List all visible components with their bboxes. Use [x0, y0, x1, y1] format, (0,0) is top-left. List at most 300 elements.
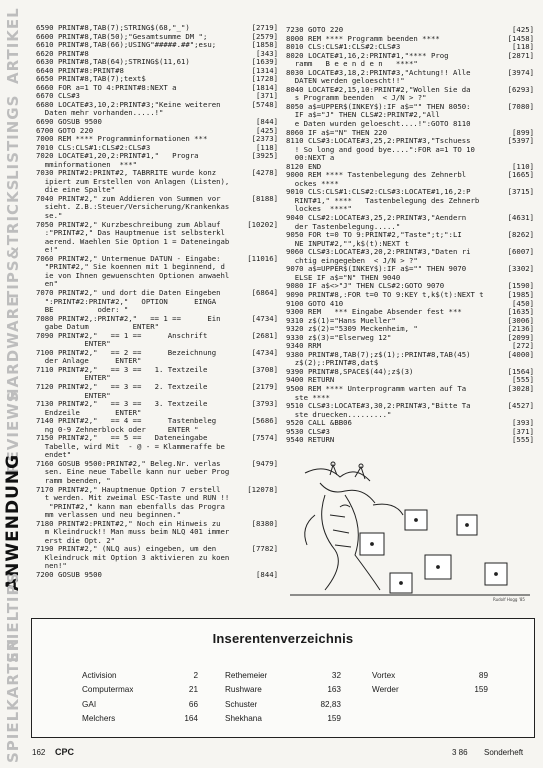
- listing-code: 7060 PRINT#2," Untermenue DATUN - Eingabe:: [36, 254, 221, 263]
- listing-code: 7000 REM **** Programminformationen ***: [36, 135, 208, 144]
- listing-line: [36, 486, 278, 495]
- listing-checksum: [5686]: [251, 417, 278, 426]
- listing-code: e Daten wurden geloescht....!":GOTO 8110: [286, 120, 471, 129]
- listing-code: 7190 PRINT#2," (NLQ aus) eingeben, um den: [36, 545, 217, 554]
- listing-line: [286, 419, 534, 428]
- listing-line: [36, 212, 278, 221]
- listing-line: [36, 118, 278, 127]
- listing-code: chtig eingegeben < J/N > ?": [286, 256, 418, 265]
- listing-code: ENTER": [36, 391, 111, 400]
- listing-code: 6650 PRINT#8,TAB(7);text$: [36, 75, 146, 84]
- listing-code: "PRINT#2," Sie koennen mit 1 beginnend, d: [36, 263, 225, 272]
- listing-code: ENTER": [36, 340, 111, 349]
- listing-checksum: [1314]: [251, 66, 278, 75]
- listing-code: 7120 PRINT#2," == 3 == 2. Textzeile: [36, 382, 208, 391]
- listing-checksum: [1985]: [507, 290, 534, 299]
- listing-code: 9390 PRINT#8,SPACE$(44);z$(3): [286, 367, 414, 376]
- listing-line: [36, 255, 278, 264]
- listing-code: Daten mehr vorhanden.....!": [36, 109, 164, 118]
- listing-code: mminformationen ***": [36, 160, 138, 169]
- listing-line: [36, 24, 278, 33]
- listing-line: [286, 43, 534, 52]
- listing-line: [286, 171, 534, 180]
- listing-checksum: [3715]: [507, 188, 534, 197]
- listing-line: [286, 351, 534, 360]
- listing-code: 9090 PRINT#8,:FOR t=0 TO 9:KEY t,k$(t):NEXT t: [286, 290, 484, 299]
- advertiser-page: 82,83: [320, 699, 341, 709]
- listing-line: [36, 101, 278, 110]
- listing-code: :"PRINT#2," Das Hauptmenue ist selbsterkl: [36, 229, 225, 238]
- listing-code: 7110 PRINT#2," == 3 == 1. Textzeile: [36, 365, 208, 374]
- listing-code: 6620 PRINT#8: [36, 49, 89, 58]
- listing-code: 8000 REM **** Programm beenden ****: [286, 34, 440, 43]
- listing-checksum: [7574]: [251, 434, 278, 443]
- advertiser-entry: [82, 669, 198, 683]
- listing-code: Kleindruck mit Option 3 aktivieren zu koen: [36, 553, 230, 562]
- listing-line: [36, 315, 278, 324]
- sidebar-word-reviews: REVIEWS: [4, 390, 22, 474]
- listing-line: [286, 35, 534, 44]
- listing-code: 9540 RETURN: [286, 436, 335, 445]
- listing-checksum: [2373]: [251, 135, 278, 144]
- listing-line: [286, 291, 534, 300]
- listing-checksum: [899]: [512, 128, 534, 137]
- listing-code: Endzeile ENTER": [36, 408, 142, 417]
- listing-line: [36, 84, 278, 93]
- listing-code: der Anlage ENTER": [36, 357, 142, 366]
- listing-line: [286, 240, 534, 249]
- listing-checksum: [3925]: [251, 152, 278, 161]
- advertiser-entry: [225, 712, 341, 726]
- sidebar-word-listings: LISTINGS: [4, 94, 22, 180]
- listing-code: e!": [36, 246, 58, 255]
- listing-line: [36, 92, 278, 101]
- listing-checksum: [9479]: [251, 459, 278, 468]
- listing-line: [286, 282, 534, 291]
- listing-checksum: [272]: [512, 342, 534, 351]
- listing-line: [36, 161, 278, 170]
- listing-checksum: [1458]: [507, 34, 534, 43]
- listing-code: t werden. Mit zweimal ESC-Taste und RUN !!: [36, 494, 230, 503]
- listing-code: 00:NEXT a: [286, 154, 335, 163]
- listing-code: 7140 PRINT#2," == 4 == Tastenbeleg: [36, 417, 217, 426]
- listing-code: 9050 FOR t=0 TO 9:PRINT#2,"Taste";t;":LI: [286, 231, 462, 240]
- listing-checksum: [2136]: [507, 325, 534, 334]
- listing-checksum: [5397]: [507, 137, 534, 146]
- listing-line: [36, 263, 278, 272]
- listing-code: 7010 CLS:CLS#1:CLS#2:CLS#3: [36, 143, 151, 152]
- page-number: 162: [32, 748, 46, 757]
- listing-line: [36, 528, 278, 537]
- listing-code: 6610 PRINT#8,TAB(66);USING"#####.##";esu;: [36, 41, 217, 50]
- listing-line: [36, 545, 278, 554]
- listing-code: ste ****: [286, 393, 330, 402]
- listing-checksum: [6293]: [507, 85, 534, 94]
- listing-checksum: [555]: [512, 436, 534, 445]
- listing-line: [36, 186, 278, 195]
- listing-code: DATEN werden geloescht!!": [286, 77, 405, 86]
- listing-checksum: [4734]: [251, 348, 278, 357]
- listing-code: IF a$="J" THEN CLS#2:PRINT#2,"All: [286, 111, 440, 120]
- listing-checksum: [425]: [256, 126, 278, 135]
- listing-checksum: [2579]: [251, 32, 278, 41]
- listing-checksum: [1590]: [507, 282, 534, 291]
- listing-checksum: [8262]: [507, 231, 534, 240]
- advertiser-name: Activision: [82, 671, 117, 680]
- listing-line: [36, 238, 278, 247]
- listing-line: [36, 426, 278, 435]
- listing-line: [286, 26, 534, 35]
- listing-line: [286, 69, 534, 78]
- listing-checksum: [3028]: [507, 384, 534, 393]
- listing-code: die eine Spalte": [36, 186, 116, 195]
- listing-line: [286, 154, 534, 163]
- listing-line: [286, 94, 534, 103]
- listing-line: [286, 52, 534, 61]
- listing-line: [36, 229, 278, 238]
- listing-checksum: [393]: [512, 419, 534, 428]
- advertiser-name: Vortex: [372, 671, 396, 680]
- listing-checksum: [110]: [512, 162, 534, 171]
- listing-code: 6630 PRINT#8,TAB(64);STRING$(11,61): [36, 58, 190, 67]
- jester-illustration: [285, 455, 535, 605]
- listing-line: [286, 334, 534, 343]
- listing-code: der Tastenbelegung.....": [286, 222, 401, 231]
- listing-checksum: [2871]: [507, 51, 534, 60]
- sidebar-word-spieltips: SPIELTIPS: [4, 571, 22, 663]
- listing-line: [36, 366, 278, 375]
- listing-code: 9000 REM **** Tastenbelegung des Zehnerbl: [286, 171, 467, 180]
- listing-line: [286, 248, 534, 257]
- listing-checksum: [8188]: [251, 194, 278, 203]
- listing-code: erst die Opt. 2": [36, 536, 116, 545]
- listing-line: [36, 298, 278, 307]
- listing-line: [286, 359, 534, 368]
- listing-code: 9080 IF a$<>"J" THEN CLS#2:GOTO 9070: [286, 282, 445, 291]
- listing-line: [286, 197, 534, 206]
- listing-code: 7050 PRINT#2," Kurzbeschreibung zum Ablauf: [36, 220, 221, 229]
- listing-checksum: [844]: [256, 571, 278, 579]
- listing-code: 7100 PRINT#2," == 2 == Bezeichnung: [36, 348, 217, 357]
- listing-checksum: [1814]: [251, 83, 278, 92]
- listing-checksum: [6007]: [507, 248, 534, 257]
- listing-line: [286, 188, 534, 197]
- listing-line: [286, 214, 534, 223]
- advertiser-name: Melchers: [82, 713, 116, 723]
- listing-code: ipiert zum Erstellen von Anlagen (Listen),: [36, 177, 230, 186]
- listing-code: ockes ****: [286, 179, 339, 188]
- listing-line: [286, 180, 534, 189]
- listing-code: 8050 a$=UPPER$(INKEY$):IF a$="" THEN 8050:: [286, 102, 471, 111]
- listing-line: [286, 146, 534, 155]
- listing-code: 9100 GOTO 410: [286, 299, 344, 308]
- listing-code: ramm beenden, ": [36, 476, 111, 485]
- listing-line: [36, 41, 278, 50]
- listing-line: [36, 503, 278, 512]
- listing-line: [286, 376, 534, 385]
- listing-line: [36, 246, 278, 255]
- advertiser-entry: [372, 669, 488, 683]
- listing-code: 7180 PRINT#2:PRINT#2," Noch ein Hinweis zu: [36, 519, 221, 528]
- advertiser-name: Shekhana: [225, 713, 262, 723]
- listing-line: [36, 340, 278, 349]
- listing-line: [36, 554, 278, 563]
- category-sidebar: [0, 0, 26, 763]
- listing-line: [36, 374, 278, 383]
- listing-code: 7080 PRINT#2,:PRINT#2," == 1 == Ein: [36, 314, 221, 323]
- listing-line: [286, 308, 534, 317]
- listing-line: [286, 274, 534, 283]
- advertiser-name: Schuster: [225, 699, 258, 709]
- listing-checksum: [10202]: [247, 220, 278, 229]
- listing-line: [36, 451, 278, 460]
- listing-line: [36, 152, 278, 161]
- listing-checksum: [3793]: [251, 400, 278, 409]
- listing-checksum: [2179]: [251, 382, 278, 391]
- listing-line: [286, 385, 534, 394]
- listing-line: [36, 357, 278, 366]
- listing-line: [36, 323, 278, 332]
- listing-line: [286, 231, 534, 240]
- listing-code: 8110 CLS#3:LOCATE#3,25,2:PRINT#3,"Tschuess: [286, 137, 471, 146]
- listing-code: se.": [36, 212, 63, 221]
- advertiser-page: 21: [188, 685, 198, 695]
- listing-code: 9340 RRM: [286, 342, 322, 351]
- listing-column-left: [36, 24, 278, 580]
- listing-code: 9320 z$(2)="5309 Meckenheim, ": [286, 325, 418, 334]
- listing-line: [286, 394, 534, 403]
- listing-checksum: [2719]: [251, 24, 278, 32]
- listing-code: 7020 LOCATE#1,20,2:PRINT#1," Progra: [36, 152, 199, 161]
- listing-code: 9500 REM **** Unterprogramm warten auf Ta: [286, 384, 467, 393]
- listing-line: [36, 33, 278, 42]
- listing-code: 6590 PRINT#8,TAB(7);STRING$(68,"_"): [36, 24, 190, 32]
- advertiser-column-1: [82, 669, 198, 726]
- listing-line: [36, 203, 278, 212]
- advertiser-page: 2: [193, 671, 198, 680]
- listing-line: [36, 289, 278, 298]
- listing-code: 9510 CLS#3:LOCATE#3,30,2:PRINT#3,"Bitte Ta: [286, 402, 471, 411]
- listing-line: [36, 349, 278, 358]
- listing-checksum: [4278]: [251, 169, 278, 178]
- listing-checksum: [3708]: [251, 365, 278, 374]
- listing-code: 7150 PRINT#2," == 5 == Dateneingabe: [36, 434, 208, 443]
- listing-code: 9040 CLS#2:LOCATE#3,25,2:PRINT#3,"Aendern: [286, 214, 467, 223]
- listing-code: sieht. Z.B.:Steuer/Versicherung/Krankenkas: [36, 203, 230, 212]
- listing-column-right: [286, 26, 534, 445]
- listing-line: [36, 571, 278, 580]
- advertiser-entry: [225, 698, 341, 712]
- listing-checksum: [371]: [512, 427, 534, 436]
- advertiser-entry: [225, 669, 341, 683]
- listing-checksum: [844]: [256, 118, 278, 127]
- jester-drawing: [285, 455, 535, 605]
- listing-checksum: [118]: [256, 143, 278, 152]
- listing-line: [286, 317, 534, 326]
- advertiser-index: [31, 618, 535, 738]
- listing-line: [36, 443, 278, 452]
- issue-number: 3 86: [452, 748, 468, 757]
- listing-code: 7130 PRINT#2," == 3 == 3. Textzeile: [36, 400, 208, 409]
- listing-code: gabe Datum ENTER": [36, 323, 160, 332]
- listing-line: [36, 50, 278, 59]
- listing-code: aerend. Waehlen Sie Option 1 = Dateneingab: [36, 237, 230, 246]
- listing-line: [286, 223, 534, 232]
- listing-code: 6640 PRINT#8:PRINT#8: [36, 66, 124, 75]
- listing-line: [36, 468, 278, 477]
- listing-line: [36, 409, 278, 418]
- listing-checksum: [8380]: [251, 519, 278, 528]
- listing-checksum: [1564]: [507, 367, 534, 376]
- listing-checksum: [7782]: [251, 545, 278, 554]
- listing-checksum: [1858]: [251, 41, 278, 50]
- listing-code: 7030 PRINT#2:PRINT#2, TABRRITE wurde konz: [36, 169, 217, 178]
- listing-code: ramm B e e n d e n ****": [286, 60, 418, 69]
- advertiser-page: 163: [327, 685, 341, 695]
- listing-code: ENTER": [36, 374, 111, 383]
- listing-line: [286, 368, 534, 377]
- advertiser-entry: [82, 698, 198, 712]
- advertiser-index-title: Inserentenverzeichnis: [212, 631, 354, 646]
- listing-code: 6700 GOTO 220: [36, 126, 94, 135]
- listing-checksum: [371]: [256, 92, 278, 101]
- listing-code: 7200 GOSUB 9500: [36, 571, 102, 579]
- listing-code: BE oder: ": [36, 306, 129, 315]
- listing-code: ! So long and good bye....":FOR a=1 TO 10: [286, 145, 475, 154]
- listing-code: sen. Eine neue Tabelle kann nur ueber Prog: [36, 468, 230, 477]
- advertiser-name: GAI: [82, 699, 97, 709]
- advertiser-name: Rushware: [225, 685, 262, 695]
- listing-checksum: [4734]: [251, 314, 278, 323]
- listing-code: lockes ****": [286, 205, 352, 214]
- listing-checksum: [343]: [256, 49, 278, 58]
- sidebar-word-spielkarten: SPIELKARTEN: [4, 637, 22, 763]
- listing-code: 8010 CLS:CLS#1:CLS#2:CLS#3: [286, 43, 401, 52]
- advertiser-name: Computermax: [82, 685, 134, 695]
- listing-code: "PRINT#2," kann man ebenfalls das Progra: [36, 502, 225, 511]
- advertiser-name: Rethemeier: [225, 671, 268, 680]
- listing-checksum: [450]: [512, 299, 534, 308]
- listing-checksum: [425]: [512, 26, 534, 34]
- listing-line: [286, 163, 534, 172]
- listing-line: [36, 144, 278, 153]
- advertiser-entry: [225, 683, 341, 697]
- listing-line: [36, 195, 278, 204]
- advertiser-page: 159: [327, 713, 341, 723]
- listing-line: [36, 272, 278, 281]
- listing-line: [36, 221, 278, 230]
- magazine-name: CPC: [55, 747, 75, 757]
- listing-line: [36, 306, 278, 315]
- listing-checksum: [1665]: [507, 171, 534, 180]
- listing-code: 9060 CLS#3:LOCATE#3,20,2:PRINT#3,"Daten ri: [286, 248, 471, 257]
- listing-code: 8060 IF a$="N" THEN 220: [286, 128, 388, 137]
- listing-line: [286, 436, 534, 445]
- listing-code: mm verlassen und neu beginnen.": [36, 511, 181, 520]
- listing-code: endet": [36, 451, 72, 460]
- listing-checksum: [6864]: [251, 288, 278, 297]
- listing-code: ng 0-9 Zehnerblock oder ENTER ": [36, 425, 199, 434]
- listing-line: [286, 103, 534, 112]
- listing-code: 9400 RETURN: [286, 376, 335, 385]
- listing-code: 6690 GOSUB 9500: [36, 118, 102, 127]
- listing-code: ie von Ihnen gewuenschten Optionen anwaehl: [36, 271, 230, 280]
- listing-checksum: [4000]: [507, 350, 534, 359]
- listing-line: [36, 75, 278, 84]
- listing-line: [286, 300, 534, 309]
- listing-line: [36, 400, 278, 409]
- listing-line: [286, 60, 534, 69]
- listing-line: [36, 67, 278, 76]
- listing-checksum: [4631]: [507, 214, 534, 223]
- listing-code: 6670 CLS#3: [36, 92, 80, 101]
- listing-checksum: [2099]: [507, 333, 534, 342]
- listing-line: [286, 411, 534, 420]
- listing-code: 7070 PRINT#2," und dort die Daten Eingeben: [36, 288, 221, 297]
- listing-line: [36, 332, 278, 341]
- listing-checksum: [118]: [512, 43, 534, 52]
- listing-line: [36, 494, 278, 503]
- listing-code: 9380 PRINT#8,TAB(7);z$(1);:PRINT#8,TAB(45): [286, 350, 471, 359]
- listing-code: 6680 LOCATE#3,10,2:PRINT#3;"Keine weiteren: [36, 100, 221, 109]
- advertiser-entry: [82, 683, 198, 697]
- listing-line: [36, 280, 278, 289]
- sidebar-word-artikel: ARTIKEL: [4, 7, 22, 85]
- illustration-signature: Rudolf Hogg '85: [493, 597, 525, 602]
- listing-code: m Kleindruck!! Man muss beim NLQ 401 immer: [36, 528, 230, 537]
- advertiser-page: 89: [478, 671, 488, 680]
- listing-line: [286, 402, 534, 411]
- listing-code: 9530 CLS#3: [286, 427, 330, 436]
- listing-line: [36, 169, 278, 178]
- listing-line: [36, 511, 278, 520]
- listing-checksum: [1635]: [507, 308, 534, 317]
- listing-checksum: [7080]: [507, 102, 534, 111]
- listing-line: [36, 127, 278, 136]
- page-footer: [0, 748, 543, 764]
- listing-code: Tabelle, wird Mit - @ - = Klammeraffe be: [36, 442, 225, 451]
- listing-code: 9070 a$=UPPER$(INKEY$):IF a$="" THEN 9070: [286, 265, 467, 274]
- listing-line: [36, 392, 278, 401]
- listing-line: [36, 477, 278, 486]
- listing-code: 6600 PRINT#8,TAB(50);"Gesamtsumme DM ";: [36, 32, 208, 41]
- listing-code: 9300 REM *** Eingabe Absender fest ***: [286, 308, 462, 317]
- listing-line: [286, 205, 534, 214]
- advertiser-page: 66: [188, 699, 198, 709]
- listing-code: 6660 FOR a=1 TO 4:PRINT#8:NEXT a: [36, 83, 177, 92]
- advertiser-column-3: [372, 669, 488, 698]
- listing-code: 8030 LOCATE#3,18,2:PRINT#3,"Achtung!! Alle: [286, 68, 471, 77]
- listing-code: 8120 END: [286, 162, 322, 171]
- advertiser-page: 32: [331, 671, 341, 680]
- listing-code: ELSE IF a$="N" THEN 9040: [286, 273, 401, 282]
- listing-line: [286, 111, 534, 120]
- listing-code: 9010 CLS:CLS#1:CLS#2:CLS#3:LOCATE#1,16,2:P: [286, 188, 471, 197]
- sidebar-word-tips-tricks: TIPS&TRICKS: [4, 178, 22, 302]
- listing-code: 7040 PRINT#2," zum Addieren von Summen vor: [36, 194, 221, 203]
- listing-line: [36, 178, 278, 187]
- listing-code: RINT#1," **** Tastenbelegung des Zehnerb: [286, 196, 480, 205]
- listing-line: [286, 265, 534, 274]
- listing-code: NE INPUT#2,"",k$(t):NEXT t: [286, 239, 410, 248]
- listing-checksum: [555]: [512, 376, 534, 385]
- listing-checksum: [5748]: [251, 100, 278, 109]
- listing-code: 7090 PRINT#2," == 1 == Anschrift: [36, 331, 208, 340]
- listing-checksum: [11016]: [247, 254, 278, 263]
- listing-line: [286, 257, 534, 266]
- sidebar-word-anwendung: ANWENDUNG: [3, 453, 23, 591]
- advertiser-page: 159: [474, 685, 488, 695]
